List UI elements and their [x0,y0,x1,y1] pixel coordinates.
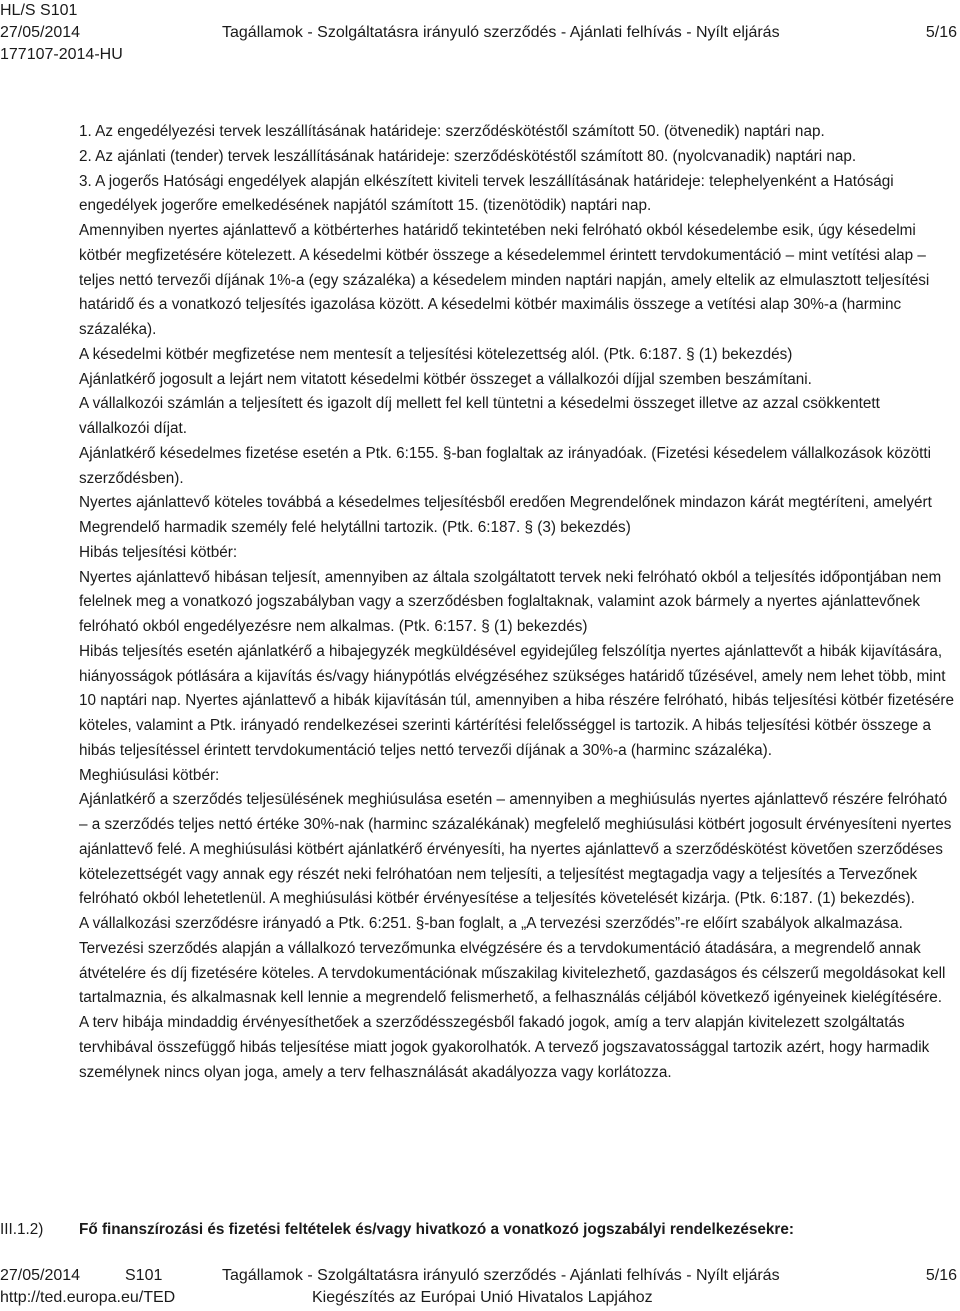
paragraph: Ajánlatkérő jogosult a lejárt nem vitatott késedelmi kötbér összeget a vállalkozói díjjal szemben beszámítani. [79,370,812,388]
paragraph: Hibás teljesítés esetén ajánlatkérő a hibajegyzék megküldésével egyidejűleg felszólítja nyertes ajánlattevőt a hibák kijavítására, hiányosságok pótlására a kijavítás és/vagy hiánypótlás elvégzéséhez szükséges határidő tűzésével, amely nem lehet több, mint 10 naptári nap. Nyertes ajánlattevő a hibák kijavításán túl, amennyiben a hiba részére felróható, hibás teljesítési kötbér fizetésére köteles, valamint a Ptk. irányadó rendelkezései szerinti kártérítési felelősséggel is tartozik. A hibás teljesítési kötbér összege a hibás teljesítéssel érintett tervdokumentáció teljes nettó tervezői díjának a 30%-a (harminc százaléka). [79,642,954,759]
paragraph: A vállalkozói számlán a teljesített és igazolt díj mellett fel kell tüntetni a késedelmi összeget illetve az azzal csökkentett vállalkozói díjat. [79,395,880,437]
paragraph: Ajánlatkérő a szerződés teljesülésének meghiúsulása esetén – amennyiben a meghiúsulás nyertes ajánlattevő részére felróható – a szerződés teljes nettó értéke 30%-nak (harminc százalékának) megfelelő meghiúsulási kötbért jogosult érvényesíteni nyertes ajánlattevő felé. A meghiúsulási kötbért ajánlatkérő érvényesíti, ha nyertes ajánlattevő a szerződéskötést követően szerződéses kötelezettségét vagy annak egy részét neki felróhatóan nem teljesíti, a teljesítést megtagadja vagy a teljesítés a Tervezőnek felróható okból lehetetlenül. A meghiúsulási kötbér érvényesítése a teljesítés követelését kizárja. (Ptk. 6:187. (1) bekezdés). [79,791,952,908]
footer-date: 27/05/2014 [0,1267,81,1284]
page-header [0,0,960,66]
header-date: 27/05/2014 [0,24,81,41]
section-title: Fő finanszírozási és fizetési feltételek és/vagy hivatkozó a vonatkozó jogszabályi rendelkezésekre: [79,1221,794,1238]
paragraph: Nyertes ajánlattevő hibásan teljesít, amennyiben az általa szolgáltatott tervek neki felróható okból a teljesítés időpontjában nem felelnek meg a vonatkozó jogszabályban vagy a szerződésben foglaltaknak, valamint azok bármely a nyertes ajánlattevőnek felróható okból engedélyezésre nem alkalmas. (Ptk. 6:157. § (1) bekezdés) [79,568,942,635]
paragraph: A vállalkozási szerződésre irányadó a Ptk. 6:251. §-ban foglalt, a „A tervezési szerződés”-re előírt szabályok alkalmazása. Tervezési szerződés alapján a vállalkozó tervezőmunka elvégzésére és a tervdokumentáció átadására, a megrendelő annak átvételére és díj fizetésére köteles. A tervdokumentációnak műszakilag kivitelezhető, gazdaságos és célszerű megoldásokat kell tartalmaznia, és alkalmasnak kell lennie a megrendelő felismerhető, a felhasználás céljából következő igényeinek kielégítésére. A terv hibája mindaddig érvényesíthetőek a szerződésszegésből fakadó jogok, amíg a terv alapján kivitelezett szolgáltatás tervhibával összefüggő hibás teljesítése miatt jogok gyakorolhatók. A tervező jogszavatossággal tartozik azért, hogy harmadik személynek nincs olyan joga, amely a terv felhasználását akadályozza vagy korlátozza. [79,915,946,1081]
section-number: III.1.2) [0,1221,44,1238]
header-reference: 177107-2014-HU [0,46,123,63]
paragraph: Amennyiben nyertes ajánlattevő a kötbérterhes határidő tekintetében neki felróható okból késedelembe esik, úgy késedelmi kötbér megfizetésére kötelezett. A késedelmi kötbér összege a késedelemmel érintett tervdokumentáció – mint vetítési alap – teljes nettó tervezői díjának 1%-a (egy százaléka) a késedelem minden naptári napján, amely eltelik az elmulasztott teljesítési határidő és a vonatkozó teljesítés igazolása között. A késedelmi kötbér maximális összege a vetítési alap 30%-a (harminc százaléka). [79,222,930,338]
header-title: Tagállamok - Szolgáltatásra irányuló szerződés - Ajánlati felhívás - Nyílt eljárás [222,24,780,41]
paragraph: A késedelmi kötbér megfizetése nem mentesít a teljesítési kötelezettség alól. (Ptk. 6:187. § (1) bekezdés) [79,345,793,363]
paragraph: Ajánlatkérő késedelmes fizetése esetén a Ptk. 6:155. §-ban foglaltak az irányadóak. (Fizetési késedelem vállalkozások közötti szerződésben). [79,444,931,487]
paragraph: Nyertes ajánlattevő köteles továbbá a késedelmes teljesítésből eredően Megrendelőnek mindazon kárát megtéríteni, amelyért Megrendelő harmadik személy felé helytállni tartozik. (Ptk. 6:187. § (3) bekezdés) [79,494,932,536]
paragraph: 2. Az ajánlati (tender) tervek leszállításának határideje: szerződéskötéstől számított 80. (nyolcvanadik) naptári nap. [79,147,857,165]
subheading: Meghiúsulási kötbér: [79,766,220,784]
header-page-number: 5/16 [925,24,957,41]
paragraph: 3. A jogerős Hatósági engedélyek alapján elkészített kiviteli tervek leszállításának határideje: telephelyenként a Hatósági engedélyek jogerőre emelkedésének napjától számított 15. (tizenötödik) naptári nap. [79,172,894,215]
header-doc-code: HL/S S101 [0,2,78,19]
paragraph: 1. Az engedélyezési tervek leszállításának határideje: szerződéskötéstől számított 50. (ötvenedik) naptári nap. [79,123,825,140]
footer-publisher: Kiegészítés az Európai Unió Hivatalos Lapjához [312,1289,653,1306]
footer-series: S101 [125,1267,163,1284]
footer-page-number: 5/16 [925,1267,957,1284]
footer-title: Tagállamok - Szolgáltatásra irányuló szerződés - Ajánlati felhívás - Nyílt eljárás [222,1267,780,1284]
footer-url: http://ted.europa.eu/TED [0,1289,176,1306]
subheading: Hibás teljesítési kötbér: [79,543,238,561]
document-body [79,120,954,1085]
page-footer [0,1265,960,1309]
